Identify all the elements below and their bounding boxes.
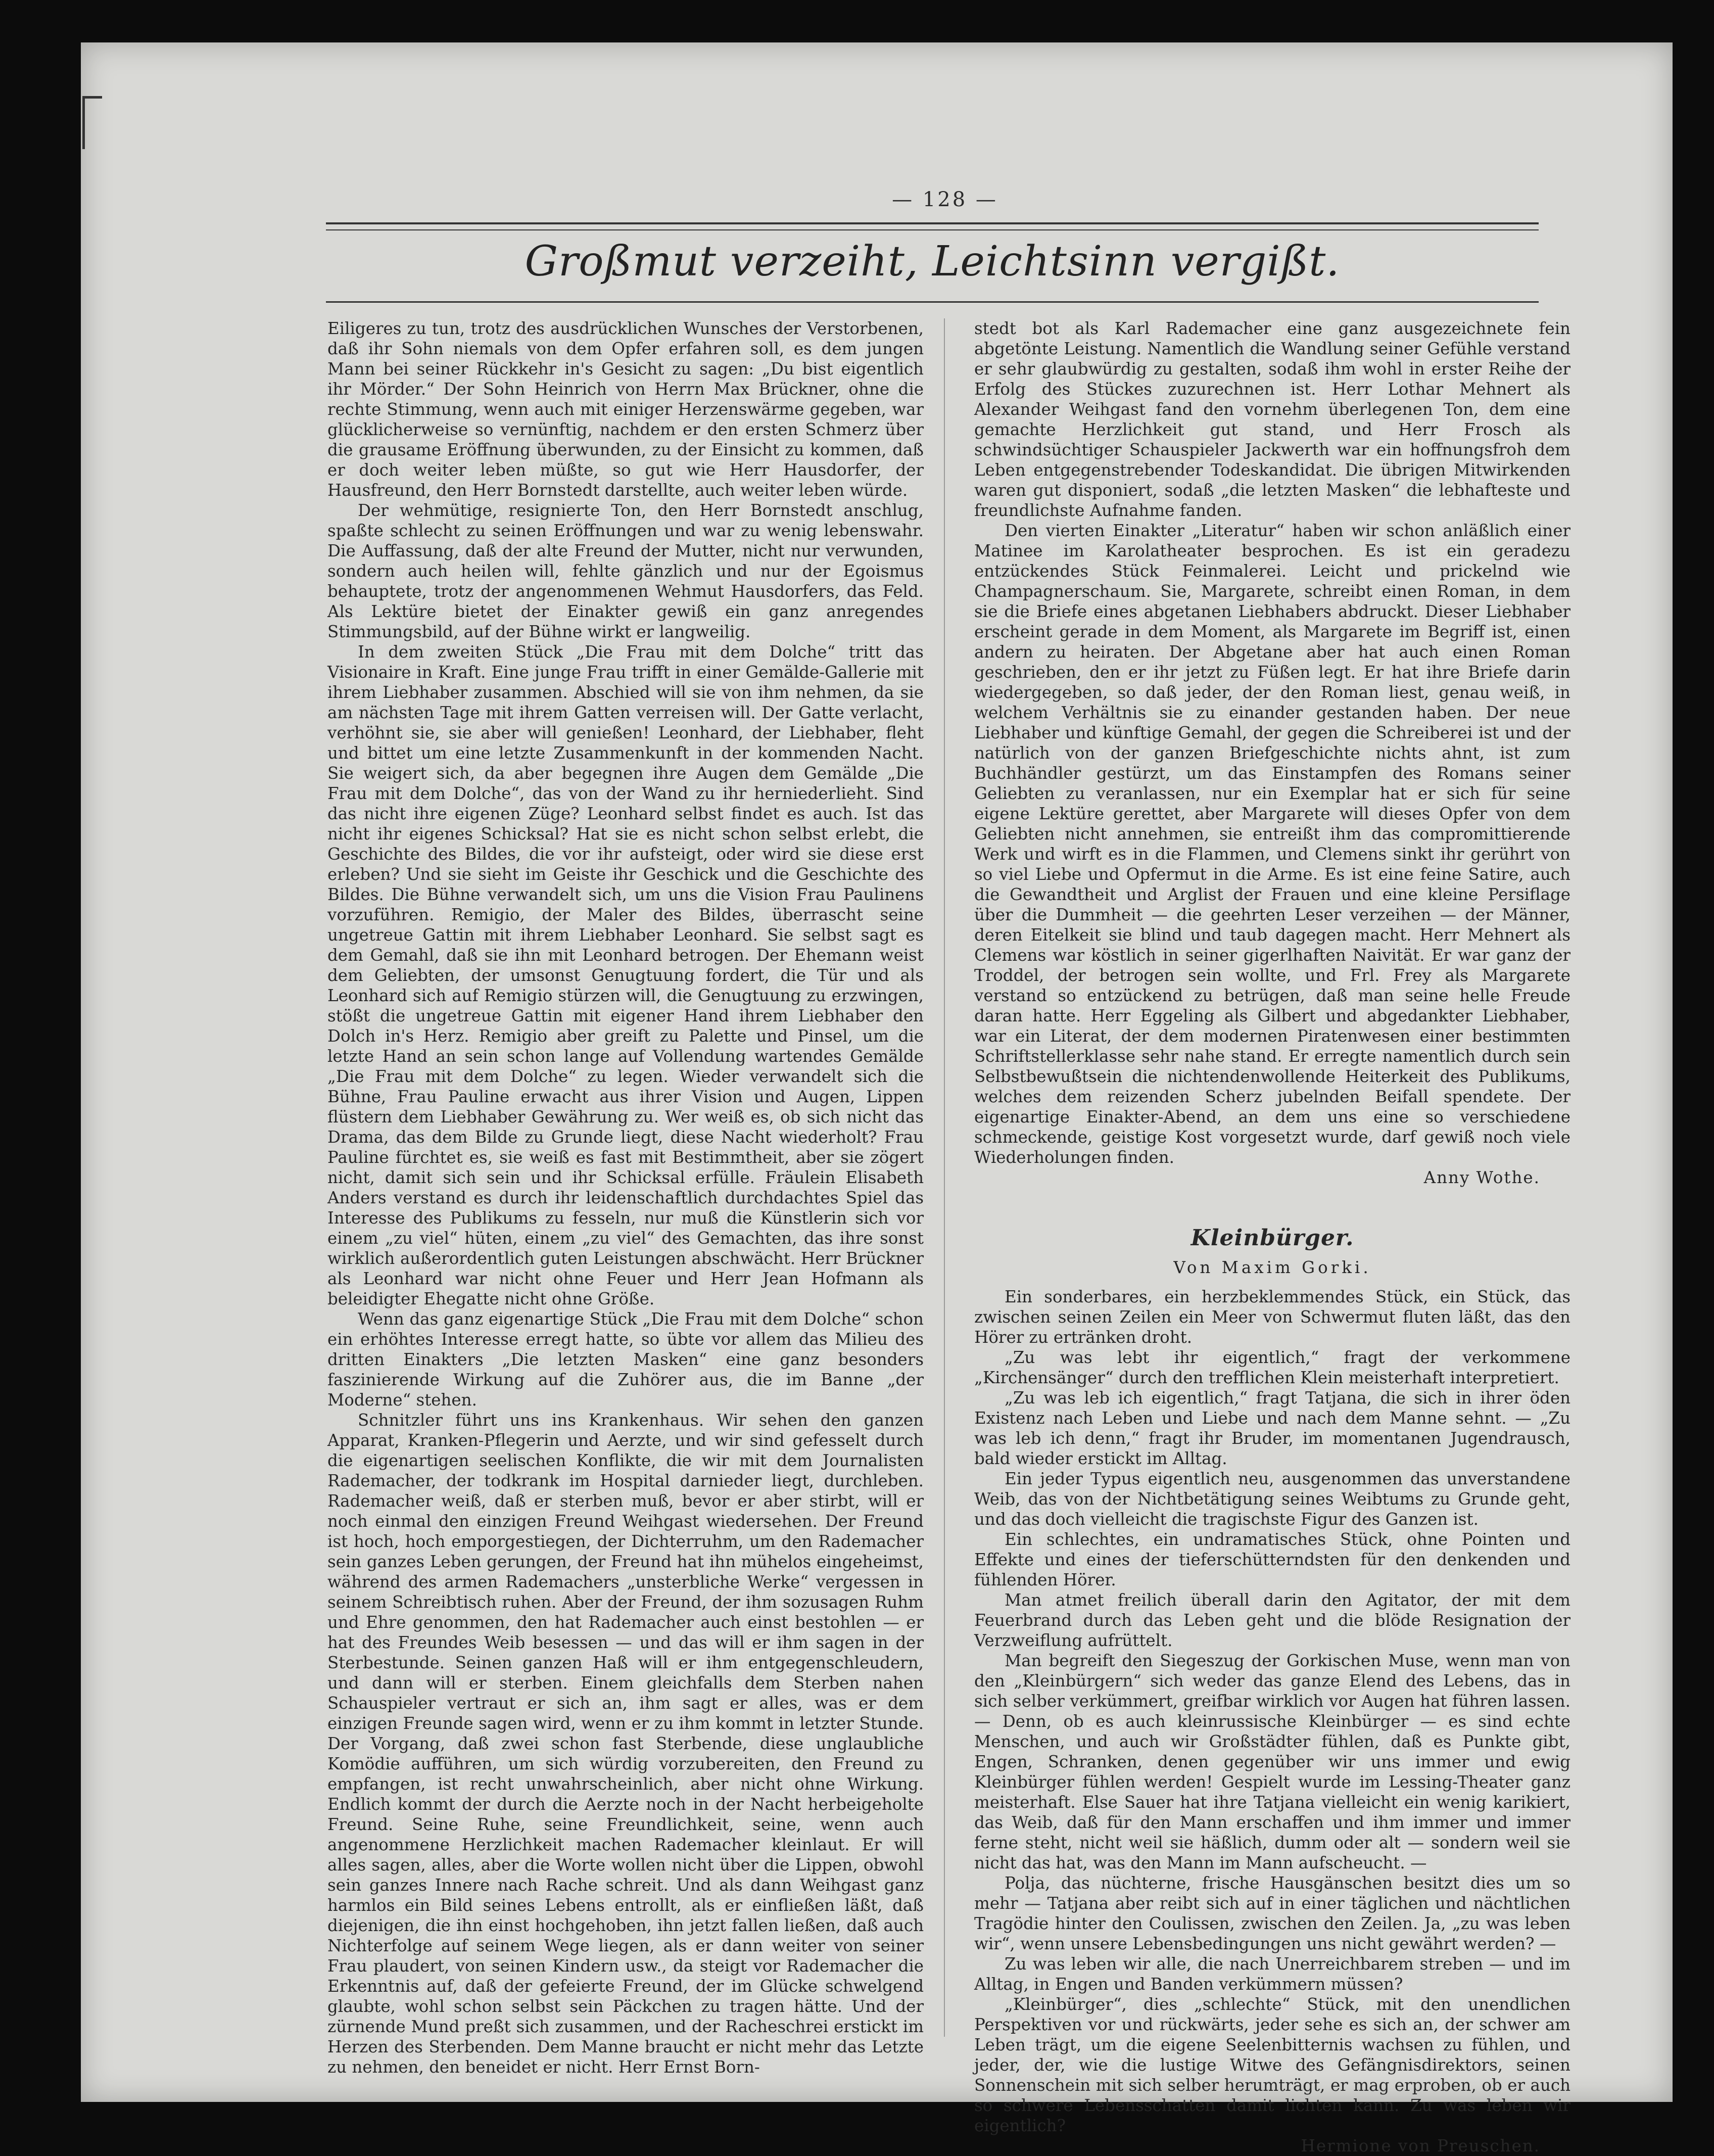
header-rule <box>326 222 1539 230</box>
paragraph: Man atmet freilich überall darin den Agitator, der mit dem Feuerbrand durch das Leben geht und die blöde Resignation der Verzweiflung aufrüttelt. <box>974 1590 1570 1650</box>
column-divider <box>944 318 945 2037</box>
paragraph: Zu was leben wir alle, die nach Unerreichbarem streben — und im Alltag, in Engen und Banden verkümmern müssen? <box>974 1954 1570 1994</box>
paragraph: Ein schlechtes, ein undramatisches Stück, ohne Pointen und Effekte und eines der tieferschütterndsten für den denkenden und fühlenden Hörer. <box>974 1530 1570 1589</box>
byline: Von Maxim Gorki. <box>1173 1258 1371 1277</box>
left-column <box>327 318 924 2077</box>
section-title: Kleinbürger. <box>1191 1225 1354 1251</box>
paragraph: Der wehmütige, resignierte Ton, den Herr Bornstedt anschlug, spaßte schlecht zu seinen Eröffnungen und war zu wenig lebenswahr. Die Auffassung, daß der alte Freund der Mutter, nicht nur verwunden, sondern auch heilen will, fehlte gänzlich und nur der Egoismus behauptete, trotz der angenommenen Wehmut Hausdorfers, das Feld. Als Lektüre bietet der Einakter gewiß ein ganz anregendes Stimmungsbild, auf der Bühne wirkt er langweilig. <box>327 501 924 641</box>
paragraph: „Zu was lebt ihr eigentlich,“ fragt der verkommene „Kirchensänger“ durch den trefflichen Klein meisterhaft interpretiert. <box>974 1348 1570 1387</box>
paragraph: Schnitzler führt uns ins Krankenhaus. Wir sehen den ganzen Apparat, Kranken-Pflegerin und Aerzte, und wir sind gefesselt durch die eigenartigen seelischen Konflikte, die wir mit dem Journalisten Rademacher, der todkrank im Hospital darnieder liegt, durchleben. Rademacher weiß, daß er sterben muß, bevor er aber stirbt, will er noch einmal den einzigen Freund Weihgast wiedersehen. Der Freund ist hoch, hoch emporgestiegen, der Dichterruhm, um den Rademacher sein ganzes Leben gerungen, der Freund hat ihn mühelos eingeheimst, während des armen Rademachers „unsterbliche Werke“ vergessen in seinem Schreibtisch ruhen. Aber der Freund, der ihm sozusagen Ruhm und Ehre genommen, den hat Rademacher auch einst bestohlen — er hat des Freundes Weib besessen — und das will er ihm sagen in der Sterbestunde. Seinen ganzen Haß will er ihm entgegenschleudern, und dann will er sterben. Einem gleichfalls dem Sterben nahen Schauspieler vertraut er sich an, ihm sagt er alles, was er dem einzigen Freunde sagen wird, wenn er zu ihm kommt in letzter Stunde. Der Vorgang, daß zwei schon fast Sterbende, diese unglaubliche Komödie aufführen, um sich würdig vorzubereiten, den Freund zu empfangen, ist recht unwahrscheinlich, aber nicht ohne Wirkung. Endlich kommt der durch die Aerzte noch in der Nacht herbeigeholte Freund. Seine Ruhe, seine Freundlichkeit, seine, wenn auch angenommene Herzlichkeit machen Rademacher kleinlaut. Er will alles sagen, alles, aber die Worte wollen nicht über die Lippen, obwohl sein ganzes Innere nach Rache schreit. Und als dann Weihgast ganz harmlos ein Bild seines Lebens entrollt, als er einfließen läßt, daß diejenigen, die ihn einst hochgehoben, ihn jetzt fallen ließen, daß auch Nichterfolge auf seinem Wege liegen, als er dann weiter von seiner Frau plaudert, von seinen Kindern usw., da steigt vor Rademacher die Erkenntnis auf, daß der gefeierte Freund, der im Glücke schwelgend glaubte, wohl schon selbst sein Päckchen zu tragen hätte. Und der zürnende Mund preßt sich zusammen, und der Racheschrei erstickt im Herzen des Sterbenden. Dem Manne braucht er nicht mehr das Letzte zu nehmen, den beneidet er nicht. Herr Ernst Born- <box>327 1411 924 2077</box>
paragraph: „Kleinbürger“, dies „schlechte“ Stück, mit den unendlichen Perspektiven vor und rückwärts, jeder sehe es sich an, der schwer am Leben trägt, um die eigene Seelenbitternis wachsen zu fühlen, und jeder, der, wie die lustige Witwe des Gefängnisdirektors, seinen Sonnenschein mit sich selber herumträgt, er mag erproben, ob er auch so schwere Lebensschatten damit lichten kann. Zu was leben wir eigentlich? <box>974 1995 1570 2135</box>
paragraph: Man begreift den Siegeszug der Gorkischen Muse, wenn man von den „Kleinbürgern“ sich weder das ganze Elend des Lebens, das in sich selber verkümmert, greifbar wirklich vor Augen hat führen lassen. — Denn, ob es auch kleinrussische Kleinbürger — es sind echte Menschen, und auch wir Großstädter fühlen, daß es Punkte gibt, Engen, Schranken, denen gegenüber wir uns immer und ewig Kleinbürger fühlen werden! Gespielt wurde im Lessing-Theater ganz meisterhaft. Else Sauer hat ihre Tatjana vielleicht ein wenig karikiert, das Weib, daß für den Mann erschaffen und ihm immer und immer ferne steht, nicht weil sie häßlich, dumm oder alt — sondern weil sie nicht das hat, was den Mann im Mann aufscheucht. — <box>974 1651 1570 1872</box>
page-number: — 128 — <box>892 188 998 211</box>
paragraph: In dem zweiten Stück „Die Frau mit dem Dolche“ tritt das Visionaire in Kraft. Eine junge Frau trifft in einer Gemälde-Gallerie mit ihrem Liebhaber zusammen. Abschied will sie von ihm nehmen, da sie am nächsten Tage mit ihrem Gatten verreisen will. Der Gatte verlacht, verhöhnt sie, sie aber will genießen! Leonhard, der Liebhaber, fleht und bittet um eine letzte Zusammenkunft in der kommenden Nacht. Sie weigert sich, da aber begegnen ihre Augen dem Gemälde „Die Frau mit dem Dolche“, das von der Wand zu ihr herniederlieht. Sind das nicht ihre eigenen Züge? Leonhard selbst findet es auch. Ist das nicht ihr eigenes Schicksal? Hat sie es nicht schon selbst erlebt, die Geschichte des Bildes, die vor ihr aufsteigt, oder wird sie diese erst erleben? Und sie sieht im Geiste ihr Geschick und die Geschichte des Bildes. Die Bühne verwandelt sich, um uns die Vision Frau Paulinens vorzuführen. Remigio, der Maler des Bildes, überrascht seine ungetreue Gattin mit ihrem Liebhaber Leonhard. Sie selbst sagt es dem Gemahl, daß sie ihn mit Leonhard betrogen. Der Ehemann weist dem Geliebten, der umsonst Genugtuung fordert, die Tür und als Leonhard sich auf Remigio stürzen will, die Genugtuung zu erzwingen, stößt die ungetreue Gattin mit eigener Hand ihrem Liebhaber den Dolch in's Herz. Remigio aber greift zu Palette und Pinsel, um die letzte Hand an sein schon lange auf Vollendung wartendes Gemälde „Die Frau mit dem Dolche“ zu legen. Wieder verwandelt sich die Bühne, Frau Pauline erwacht aus ihrer Vision und Augen, Lippen flüstern dem Liebhaber Gewährung zu. Wer weiß es, ob sich nicht das Drama, das dem Bilde zu Grunde liegt, diese Nacht wiederholt? Frau Pauline fürchtet es, sie weiß es fast mit Bestimmtheit, aber sie zögert nicht, damit sich sein und ihr Schicksal erfülle. Fräulein Elisabeth Anders verstand es durch ihr leidenschaftlich durchdachtes Spiel das Interesse des Publikums zu fesseln, nur muß die Künstlerin sich vor einem „zu viel“ hüten, einem „zu viel“ des Gemachten, das ihre sonst wirklich außerordentlich guten Leistungen abschwächt. Herr Brückner als Leonhard war nicht ohne Feuer und Herr Jean Hofmann als beleidigter Ehegatte nicht ohne Größe. <box>327 642 924 1308</box>
paragraph: Ein sonderbares, ein herzbeklemmendes Stück, ein Stück, das zwischen seinen Zeilen ein Meer von Schwermut fluten läßt, das den Hörer zu ertränken droht. <box>974 1287 1570 1347</box>
paragraph: Ein jeder Typus eigentlich neu, ausgenommen das unverstandene Weib, das von der Nichtbetätigung seines Weibtums zu Grunde geht, und das doch vielleicht die tragischste Figur des Ganzen ist. <box>974 1469 1570 1529</box>
paragraph: Den vierten Einakter „Literatur“ haben wir schon anläßlich einer Matinee im Karolatheater besprochen. Es ist ein geradezu entzückendes Stück Feinmalerei. Leicht und prickelnd wie Champagnerschaum. Sie, Margarete, schreibt einen Roman, in dem sie die Briefe eines abgetanen Liebhabers abdruckt. Dieser Liebhaber erscheint gerade in dem Moment, als Margarete im Begriff ist, einen andern zu heiraten. Der Abgetane aber hat auch einen Roman geschrieben, den er ihr jetzt zu Füßen legt. Er hat ihre Briefe darin wiedergegeben, so daß jeder, der den Roman liest, genau weiß, in welchem Verhältnis sie zu einander gestanden haben. Der neue Liebhaber und künftige Gemahl, der gegen die Schreiberei ist und der natürlich von der ganzen Briefgeschichte nichts ahnt, ist zum Buchhändler gestürzt, um das Einstampfen des Romans seiner Geliebten zu veranlassen, nur ein Exemplar hat er sich für seine eigene Lektüre gerettet, aber Margarete will dieses Opfer von dem Geliebten nicht annehmen, sie entreißt ihm das compromittierende Werk und wirft es in die Flammen, und Clemens sinkt ihr gerührt von so viel Liebe und Opfermut in die Arme. Es ist eine feine Satire, auch die Gewandtheit und Arglist der Frauen und eine kleine Persiflage über die Dummheit — die geehrten Leser verzeihen — der Männer, deren Eitelkeit sie blind und taub dagegen macht. Herr Mehnert als Clemens war köstlich in seiner gigerlhaften Naivität. Er war ganz der Troddel, der betrogen sein wollte, und Frl. Frey als Margarete verstand so entzückend zu betrügen, daß man seine helle Freude daran hatte. Herr Eggeling als Gilbert und abgedankter Liebhaber, war ein Literat, der dem modernen Piratenwesen einer bestimmten Schriftstellerklasse sehr nahe stand. Er erregte namentlich durch sein Selbstbewußtsein die nichtendenwollende Heiterkeit des Publikums, welches dem reizenden Scherz jubelnden Beifall spendete. Der eigenartige Einakter-Abend, an dem uns eine so verschiedene schmeckende, geistige Kost vorgesetzt wurde, darf gewiß noch viele Wiederholungen finden. <box>974 521 1570 1167</box>
paragraph: stedt bot als Karl Rademacher eine ganz ausgezeichnete fein abgetönte Leistung. Namentlich die Wandlung seiner Gefühle verstand er sehr glaubwürdig zu gestalten, sodaß ihm wohl in erster Reihe der Erfolg des Stückes zuzurechnen ist. Herr Lothar Mehnert als Alexander Weihgast fand den vornehm überlegenen Ton, dem eine gemachte Herzlichkeit gut stand, und Herr Frosch als schwindsüchtiger Schauspieler Jackwerth war ein hoffnungsfroh dem Leben entgegenstrebender Todeskandidat. Die übrigen Mitwirkenden waren gut disponiert, sodaß „die letzten Masken“ die lebhafteste und freundlichste Aufnahme fanden. <box>974 319 1570 520</box>
paragraph: Polja, das nüchterne, frische Hausgänschen besitzt dies um so mehr — Tatjana aber reibt sich auf in einer täglichen und nächtlichen Tragödie hinter den Coulissen, zwischen den Zeilen. Ja, „zu was leben wir“, wenn unsere Lebensbedingungen uns nicht gewährt werden? — <box>974 1873 1570 1953</box>
right-column <box>974 318 1570 2155</box>
scan-corner-mark <box>82 96 102 149</box>
paragraph: Wenn das ganz eigenartige Stück „Die Frau mit dem Dolche“ schon ein erhöhtes Interesse erregt hatte, so übte vor allem das Milieu des dritten Einakters „Die letzten Masken“ eine ganz besonders faszinierende Wirkung auf die Zuhörer aus, die im Banne „der Moderne“ stehen. <box>327 1309 924 1410</box>
page-headline: Großmut verzeiht, Leichtsinn vergißt. <box>525 238 1340 286</box>
author-signature: Hermione von Preuschen. <box>1301 2136 1540 2155</box>
author-signature: Anny Wothe. <box>1423 1168 1540 1187</box>
headline-rule <box>326 301 1539 303</box>
paragraph: „Zu was leb ich eigentlich,“ fragt Tatjana, die sich in ihrer öden Existenz nach Leben und Liebe und nach dem Manne sehnt. — „Zu was leb ich denn,“ fragt ihr Bruder, im momentanen Jugendrausch, bald wieder erstickt im Alltag. <box>974 1388 1570 1468</box>
paragraph: Eiligeres zu tun, trotz des ausdrücklichen Wunsches der Verstorbenen, daß ihr Sohn niemals von dem Opfer erfahren soll, es dem jungen Mann bei seiner Rückkehr in's Gesicht zu sagen: „Du bist eigentlich ihr Mörder.“ Der Sohn Heinrich von Herrn Max Brückner, ohne die rechte Stimmung, wenn auch mit einiger Herzenswärme gegeben, war glücklicherweise so vernünftig, nachdem er den ersten Schmerz über die grausame Eröffnung überwunden, zu der Einsicht zu kommen, daß er doch weiter leben müßte, so gut wie Herr Hausdorfer, der Hausfreund, den Herr Bornstedt darstellte, auch weiter leben würde. <box>327 319 924 500</box>
